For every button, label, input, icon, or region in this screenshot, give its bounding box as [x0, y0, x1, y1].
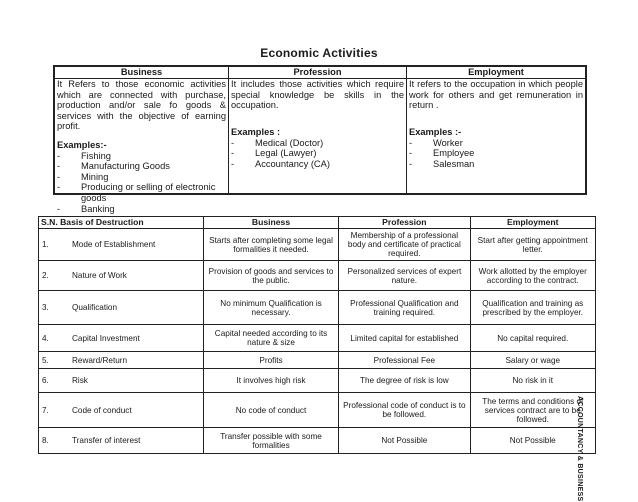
profession-cell: Professional Fee [339, 352, 470, 369]
table-row [39, 369, 596, 393]
list-item: - Manufacturing Goods [57, 161, 226, 172]
employment-cell: Not Possible [470, 428, 595, 454]
profession-examples-label: Examples : [231, 127, 281, 137]
comparison-table [38, 216, 596, 502]
page-title: Economic Activities [260, 46, 378, 60]
list-item: - Fishing [57, 151, 226, 162]
profession-cell: Not Possible [339, 428, 470, 454]
row-basis: Mode of Establishment [52, 229, 203, 261]
business-cell: Provision of goods and services to the public. [203, 261, 338, 291]
employment-column [407, 67, 585, 193]
row-number: 6. [39, 369, 52, 393]
table-row [39, 261, 596, 291]
list-item: - Worker [409, 138, 583, 149]
table-row [39, 393, 596, 428]
employment-cell: The terms and conditions of services contract are to be followed. [470, 393, 595, 428]
business-examples-list [55, 151, 228, 215]
row-basis: Qualification [52, 291, 203, 325]
business-cell: It involves high risk [203, 369, 338, 393]
row-number: 1. [39, 229, 52, 261]
business-header: Business [203, 217, 338, 229]
employment-cell: No risk in it [470, 369, 595, 393]
table-row [39, 428, 596, 454]
employment-header: Employment [407, 67, 585, 79]
business-cell: Starts after completing some legal formalities it needed. [203, 229, 338, 261]
business-cell: Capital needed according to its nature & size [203, 325, 338, 352]
employment-examples-label: Examples :- [409, 127, 462, 137]
profession-cell: Membership of a professional body and certificate of practical required. [339, 229, 470, 261]
side-watermark: ACCOUNTANCY & BUSINESS [576, 396, 583, 502]
employment-cell: Start after getting appointment letter. [470, 229, 595, 261]
table-row [39, 291, 596, 325]
row-basis: Code of conduct [52, 393, 203, 428]
list-item: - Employee [409, 148, 583, 159]
row-basis: Capital Investment [52, 325, 203, 352]
table-row [39, 352, 596, 369]
business-cell: Transfer possible with some formalities [203, 428, 338, 454]
employment-examples-list [407, 138, 585, 170]
activities-overview-table [53, 65, 587, 214]
employment-definition: It refers to the occupation in which people work for others and get remuneration in return . [409, 79, 583, 111]
business-header: Business [55, 67, 228, 79]
business-cell: No minimum Qualification is necessary. [203, 291, 338, 325]
list-item: - Legal (Lawyer) [231, 148, 404, 159]
row-number: 3. [39, 291, 52, 325]
profession-header: Profession [339, 217, 470, 229]
row-basis: Transfer of interest [52, 428, 203, 454]
table-row [39, 325, 596, 352]
profession-definition: It includes those activities which require special knowledge be skills in the occupation. [231, 79, 404, 111]
list-item: - Medical (Doctor) [231, 138, 404, 149]
list-item: - Banking [57, 204, 226, 215]
sn-basis-header: S.N. Basis of Destruction [39, 217, 204, 229]
profession-header: Profession [229, 67, 406, 79]
business-examples-label: Examples:- [57, 140, 107, 150]
profession-column [229, 67, 407, 193]
business-cell: Profits [203, 352, 338, 369]
profession-cell: The degree of risk is low [339, 369, 470, 393]
profession-examples-list [229, 138, 406, 170]
list-item: - Salesman [409, 159, 583, 170]
row-basis: Nature of Work [52, 261, 203, 291]
row-number: 4. [39, 325, 52, 352]
row-number: 8. [39, 428, 52, 454]
list-item: - Mining [57, 172, 226, 183]
employment-cell: Qualification and training as prescribed by the employer. [470, 291, 595, 325]
business-column [55, 67, 229, 214]
profession-cell: Personalized services of expert nature. [339, 261, 470, 291]
profession-cell: Limited capital for established [339, 325, 470, 352]
row-number: 7. [39, 393, 52, 428]
list-item: - Accountancy (CA) [231, 159, 404, 170]
list-item: - Producing or selling of electronic goods [57, 182, 226, 203]
row-number: 5. [39, 352, 52, 369]
employment-cell: No capital required. [470, 325, 595, 352]
row-basis: Reward/Return [52, 352, 203, 369]
table-header-row [39, 217, 596, 229]
employment-header: Employment [470, 217, 595, 229]
business-definition: It Refers to those economic activities which are connected with purchase, production and/or sale fo goods & services with the objective of earning profit. [57, 79, 226, 132]
table-row [39, 229, 596, 261]
row-basis: Risk [52, 369, 203, 393]
business-cell: No code of conduct [203, 393, 338, 428]
profession-cell: Professional code of conduct is to be followed. [339, 393, 470, 428]
employment-cell: Work allotted by the employer according to the contract. [470, 261, 595, 291]
profession-cell: Professional Qualification and training required. [339, 291, 470, 325]
row-number: 2. [39, 261, 52, 291]
employment-cell: Salary or wage [470, 352, 595, 369]
